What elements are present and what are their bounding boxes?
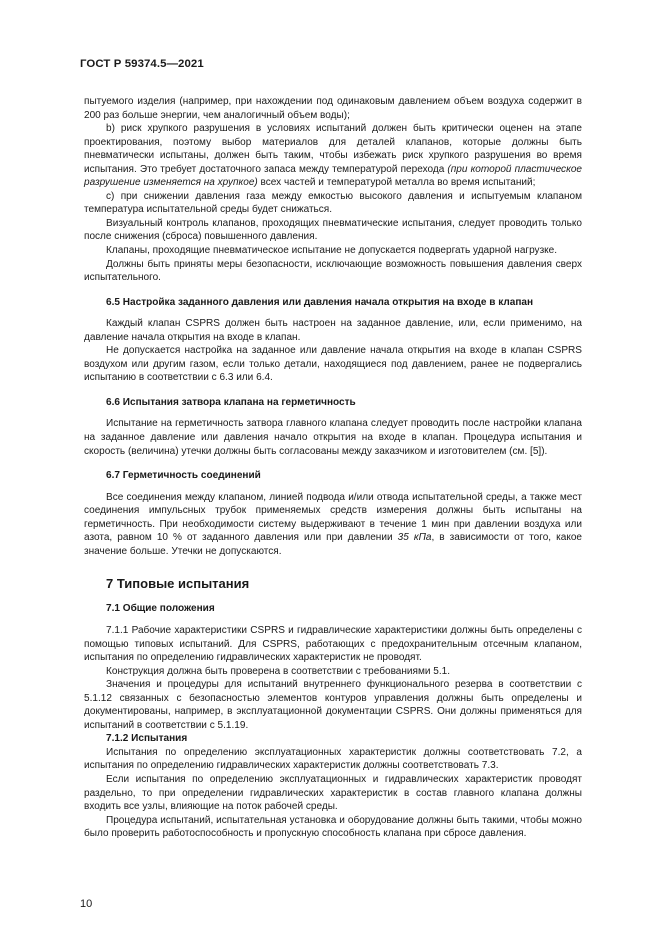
page-number: 10 <box>80 898 93 910</box>
section-7-1-design-check: Конструкция должна быть проверена в соответствии с требованиями 5.1. <box>106 665 451 677</box>
section-6-7-text-end: , в зависимости от того, какое значение больше. Утечки не допускаются. <box>84 532 583 557</box>
standard-header: ГОСТ Р 59374.5—2021 <box>80 58 204 70</box>
section-7-1-functional-reserve: Значения и процедуры для испытаний внутреннего функционального резерва в соответствии с 5.1.12 связанных с безопасностью элементов контуров управления должны быть определены и документированы, например, в эксплуатационной документации CSPRS. Они должны применяться для испытаний в соответствии с 5.1.19. <box>84 679 582 731</box>
section-7-1-2-paragraph-2: Если испытания по определению эксплуатационных и гидравлических характеристик проводят раздельно, то при определении гидравлических характеристик в состав главного клапана должны входить все узлы, влияющие на поток рабочей среды. <box>84 773 582 813</box>
section-6-5-paragraph-1: Каждый клапан CSPRS должен быть настроен на заданное давление, или, если применимо, на давление начала открытия на входе в клапан. <box>84 318 582 343</box>
item-b-emphasis: (при которой пластическое разрушение изменяется на хрупкое) <box>84 163 582 189</box>
section-7-heading: 7 Типовые испытания <box>106 576 250 592</box>
paragraph-visual-control: Визуальный контроль клапанов, проходящих пневматические испытания, следует проводить только после снижения (сброса) повышенного давления. <box>84 217 582 243</box>
item-b-text: b) риск хрупкого разрушения в условиях испытаний должен быть критически оценен на этапе проектирования, поэтому выбор материалов для деталей клапанов, которые должны быть пневматически испытаны, должен быть таким, чтобы избежать риск хрупкого разрушения во время испытания. Это требует достаточного запаса между температурой перехода <box>84 123 582 175</box>
section-6-7-emphasis: 35 кПа <box>397 532 432 544</box>
section-6-7-text: Все соединения между клапаном, линией подвода и/или отвода испытательной среды, а также мест соединения импульсных трубок применяемых средств измерения должны быть испытаны на герметичность. При необходимости систему выдерживают в течение 1 мин при давлении воздуха или азота, равном 10 % от заданного давления или при давлении <box>84 491 582 544</box>
section-6-7-paragraph-1 <box>84 491 582 559</box>
section-7-1-1-paragraph: 7.1.1 Рабочие характеристики CSPRS и гидравлические характеристики должны быть определены с помощью типовых испытаний. Для CSPRS, работающих с предохранительным отсечным клапаном, испытания по определению гидравлических характеристик не проводят. <box>84 624 582 664</box>
section-7-1-2-paragraph-3: Процедура испытаний, испытательная установка и оборудование должны быть такими, чтобы можно было проверить работоспособность и пропускную способность клапана при сбросе давления. <box>84 814 582 840</box>
paragraph-item-c: с) при снижении давления газа между емкостью высокого давления и испытуемым клапаном температура испытательной среды будет снижаться. <box>84 190 582 216</box>
paragraph-item-b <box>84 122 582 190</box>
paragraph-continuation: пытуемого изделия (например, при нахождении под одинаковым давлением объем воздуха содержит в 200 раз больше энергии, чем аналогичный объем воды); <box>84 96 582 121</box>
section-7-1-heading: 7.1 Общие положения <box>106 603 215 615</box>
section-6-6-paragraph-1: Испытание на герметичность затвора главного клапана следует проводить после настройки клапана на заданное давление или давления начало открытия на входе в клапан. Процедура испытания и скорость (величина) утечки должны быть согласованы между заказчиком и изготовителем (см. [5]). <box>84 418 582 457</box>
section-7-1-2-paragraph-1: Испытания по определению эксплуатационных характеристик должны соответствовать 7.2, а испытания по определению гидравлических характеристик должны соответствовать 7.3. <box>84 746 582 772</box>
document-body <box>84 95 582 841</box>
section-6-5-heading: 6.5 Настройка заданного давления или давления начала открытия на входе в клапан <box>106 296 534 308</box>
paragraph-safety-measures: Должны быть приняты меры безопасности, исключающие возможность повышения давления сверх испытательного. <box>84 258 582 284</box>
section-7-1-2-heading: 7.1.2 Испытания <box>106 733 188 745</box>
section-6-7-heading: 6.7 Герметичность соединений <box>106 470 261 482</box>
item-b-text-end: всех частей и температурой металла во время испытаний; <box>257 177 536 189</box>
section-6-5-paragraph-2: Не допускается настройка на заданное или давление начала открытия на входе в клапан CSPRS воздухом или другим газом, если только детали, находящиеся под давлением, ранее не подвергались испытанию в соответствии с 6.3 или 6.4. <box>84 345 582 384</box>
section-6-6-heading: 6.6 Испытания затвора клапана на герметичность <box>106 396 356 408</box>
paragraph-no-impact: Клапаны, проходящие пневматическое испытание не допускается подвергать ударной нагрузке. <box>106 245 558 257</box>
